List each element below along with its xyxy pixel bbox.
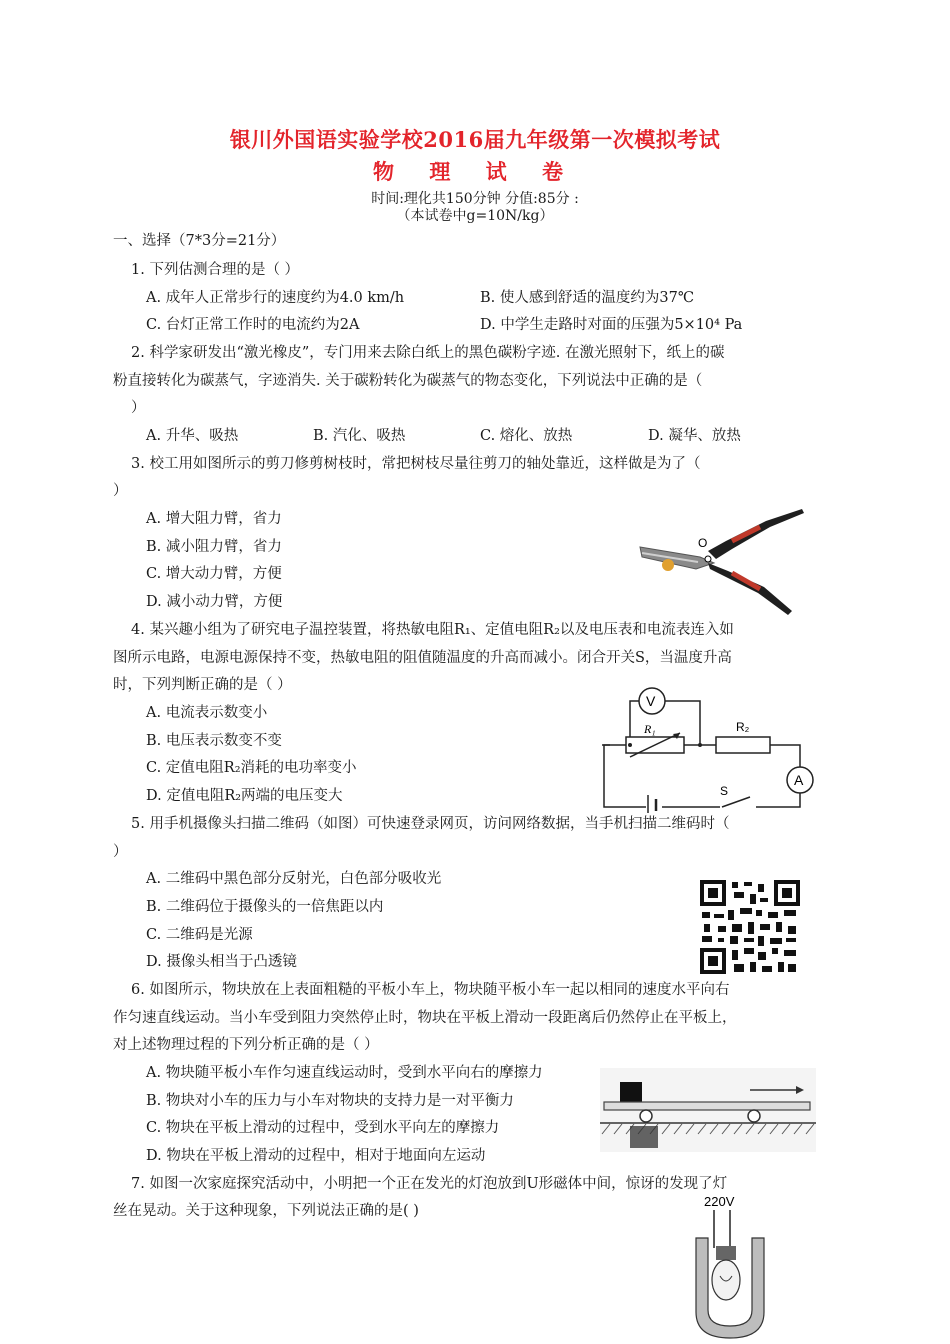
cart-block-figure [600,1068,816,1152]
q2-option-a: A. 升华、吸热 [146,428,239,444]
r2-resistor [716,737,770,753]
q3-option-c: C. 增大动力臂，方便 [146,566,282,582]
time-score-line: 时间:理化共150分钟 分值:85分 : [371,191,579,207]
q3-option-a: A. 增大阻力臂，省力 [146,511,282,527]
pivot-label: O [698,536,708,550]
q7-stem-line1: 7. 如图一次家庭探究活动中，小明把一个正在发光的灯泡放到U形磁体中间，惊讶的发现了灯 [131,1176,728,1192]
q2-option-b: B. 汽化、吸热 [313,428,406,444]
q5-stem-line2: ） [113,844,128,860]
q6-option-c: C. 物块在平板上滑动的过程中，受到水平向左的摩擦力 [146,1120,500,1136]
ammeter-label: A [794,772,804,788]
q2-option-c: C. 熔化、放热 [480,428,573,444]
q4-option-a: A. 电流表示数变小 [146,705,268,721]
q2-option-d: D. 凝华、放热 [648,428,741,444]
q2-stem-line3: ） [131,400,146,416]
q1-stem: 1. 下列估测合理的是（ ） [131,262,300,278]
q1-option-c: C. 台灯正常工作时的电流约为2A [146,317,360,333]
qr-code-figure [698,878,802,976]
q5-option-a: A. 二维码中黑色部分反射光，白色部分吸收光 [146,871,442,887]
q1-option-a: A. 成年人正常步行的速度约为4.0 km/h [146,290,405,306]
q3-stem-line1: 3. 校工用如图所示的剪刀修剪树枝时，常把树枝尽量往剪刀的轴处靠近，这样做是为了（ [131,456,701,472]
q5-option-b: B. 二维码位于摄像头的一倍焦距以内 [146,899,384,915]
q4-stem-line3: 时，下列判断正确的是（ ） [113,677,292,693]
exam-title: 银川外国语实验学校2016届九年级第一次模拟考试 [229,127,721,152]
q7-stem-line2: 丝在晃动。关于这种现象，下列说法正确的是( ) [113,1203,419,1219]
voltage-label: 220V [704,1194,735,1209]
bulb [712,1260,740,1300]
scissors-figure [636,507,808,617]
switch-label: S [720,784,729,798]
q6-stem-line1: 6. 如图所示，物块放在上表面粗糙的平板小车上，物块随平板小车一起以相同的速度水平向右 [131,982,730,998]
q5-stem-line1: 5. 用手机摄像头扫描二维码（如图）可快速登录网页，访问网络数据，当手机扫描二维码时（ [131,816,730,832]
bulb-magnet-figure [690,1190,770,1340]
q6-stem-line2: 作匀速直线运动。当小车受到阻力突然停止时，物块在平板上滑动一段距离后仍然停止在平板上， [113,1010,737,1026]
block [620,1082,642,1102]
cart-board [604,1102,810,1110]
r2-label: R₂ [736,720,750,734]
q4-option-b: B. 电压表示数变不变 [146,733,282,749]
q2-stem-line2: 粉直接转化为碳蒸气，字迹消失. 关于碳粉转化为碳蒸气的物态变化，下列说法中正确的是（ [113,373,703,389]
q3-option-b: B. 减小阻力臂，省力 [146,539,282,555]
voltmeter-label: V [646,693,656,709]
q1-option-b: B. 使人感到舒适的温度约为37℃ [480,290,695,306]
q5-option-d: D. 摄像头相当于凸透镜 [146,954,297,970]
q4-option-d: D. 定值电阻R₂两端的电压变大 [146,788,343,804]
q2-stem-line1: 2. 科学家研发出“激光橡皮”，专门用来去除白纸上的黑色碳粉字迹. 在激光照射下，纸上的碳 [131,345,725,361]
section-title: 一、选择（7*3分=21分） [113,233,286,249]
q6-option-a: A. 物块随平板小车作匀速直线运动时，受到水平向右的摩擦力 [146,1065,543,1081]
q1-option-d: D. 中学生走路时对面的压强为5×10⁴ Pa [480,317,743,333]
q4-option-c: C. 定值电阻R₂消耗的电功率变小 [146,760,357,776]
exam-note: （本试卷中g=10N/kg） [396,208,554,224]
q4-stem-line2: 图所示电路，电源电源保持不变，热敏电阻的阻值随温度的升高而减小。闭合开关S，当温度升高 [113,650,732,666]
q6-option-b: B. 物块对小车的压力与小车对物块的支持力是一对平衡力 [146,1093,514,1109]
q5-option-c: C. 二维码是光源 [146,927,253,943]
r1-label: R₁ [644,722,656,736]
q3-option-d: D. 减小动力臂，方便 [146,594,283,610]
subject-title: 物 理 试 卷 [373,159,577,184]
q6-stem-line3: 对上述物理过程的下列分析正确的是（ ） [113,1037,379,1053]
q6-option-d: D. 物块在平板上滑动的过程中，相对于地面向左运动 [146,1148,486,1164]
q3-stem-line2: ） [113,483,128,499]
q4-stem-line1: 4. 某兴趣小组为了研究电子温控装置，将热敏电阻R₁、定值电阻R₂以及电压表和电流表连入如 [131,622,734,638]
circuit-diagram [600,683,822,813]
